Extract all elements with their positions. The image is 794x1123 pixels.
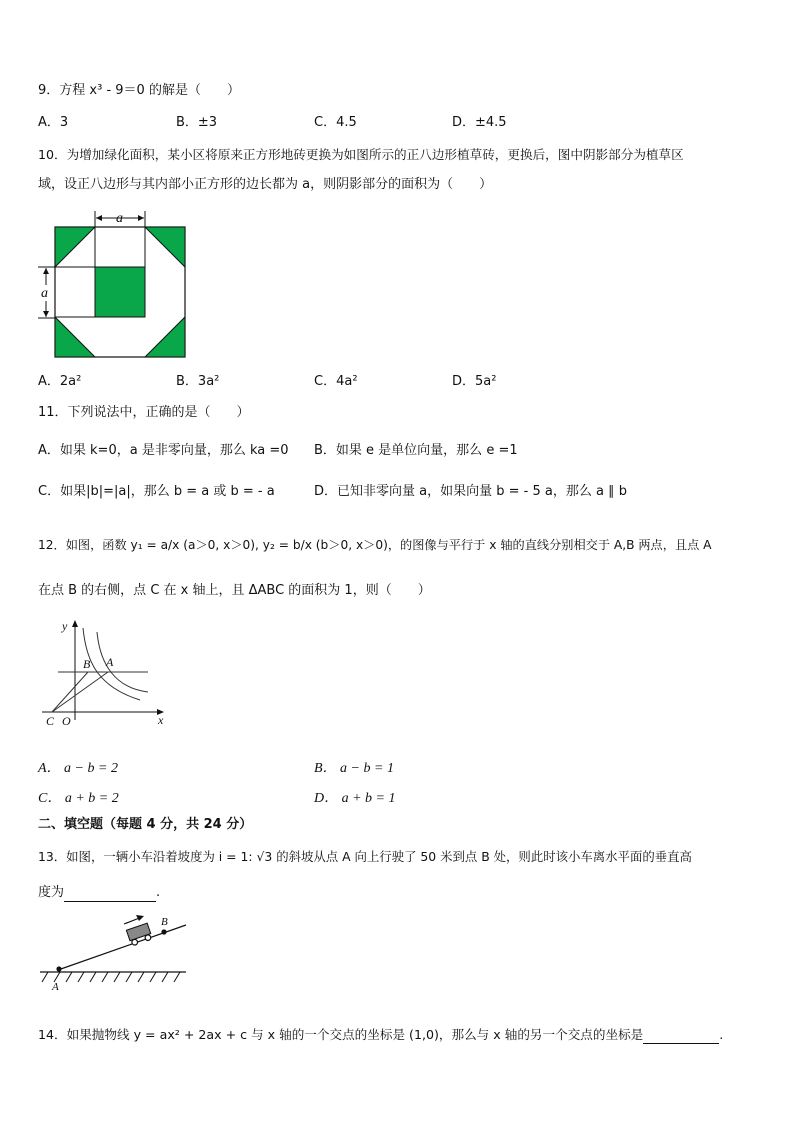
q9-option-c: C．4.5: [314, 115, 357, 130]
x-axis-label: x: [158, 713, 164, 727]
segment-ca: [52, 672, 108, 712]
q13-line2-suffix: .: [156, 885, 161, 900]
q12-stem-line1: 12．如图，函数 y₁ = a/x (a＞0, x＞0), y₂ = b/x (b＞0, x＞0)，的图像与平行于 x 轴的直线分别相交于 A,B 两点，且点 A: [38, 538, 712, 552]
point-b: [161, 929, 166, 934]
q11-option-c: C．如果|b|=|a|，那么 b = a 或 b = - a: [38, 484, 275, 499]
q9-stem: 9．方程 x³ - 9＝0 的解是（ ）: [38, 83, 240, 98]
q14-stem: [38, 1026, 723, 1044]
q10-stem-line2: 域，设正八边形与其内部小正方形的边长都为 a，则阴影部分的面积为（ ）: [38, 177, 493, 192]
q9-option-d: D．±4.5: [452, 115, 507, 130]
q13-line2-prefix: 度为: [38, 885, 65, 900]
y-axis-arrow: [72, 620, 78, 627]
q14-answer-blank[interactable]: [643, 1029, 719, 1044]
q12-option-b: [314, 760, 394, 778]
q12-option-c: [38, 790, 119, 808]
point-a-label: A: [106, 655, 114, 669]
q13-stem-line1: 13．如图，一辆小车沿着坡度为 i = 1: √3 的斜坡从点 A 向上行驶了 50 米到点 B 处，则此时该小车离水平面的垂直高: [38, 849, 692, 864]
q14-suffix: .: [719, 1027, 724, 1042]
y-axis-label: y: [62, 619, 68, 633]
origin-label: O: [62, 714, 71, 728]
q10-option-c: C．4a²: [314, 374, 358, 389]
q14-prefix: 14．如果抛物线 y = ax² + 2ax + c 与 x 轴的一个交点的坐标是 (1,0)，那么与 x 轴的另一个交点的坐标是: [38, 1027, 644, 1042]
point-c-label: C: [46, 714, 55, 728]
q13-answer-blank[interactable]: [64, 887, 156, 902]
inner-square: [95, 267, 145, 317]
q12-function-graph: [40, 614, 170, 730]
point-a: [56, 966, 61, 971]
dim-left-label: a: [41, 286, 48, 301]
dim-top-label: a: [116, 211, 123, 226]
octagon-tile-figure: [34, 205, 194, 361]
q12-option-a: [38, 760, 118, 778]
motion-arrow-head: [136, 915, 144, 921]
q12-option-c-text: C． a + b = 2: [38, 791, 119, 806]
q10-option-d: D．5a²: [452, 374, 497, 389]
q12-option-d: [314, 790, 396, 808]
q11-option-a: A．如果 k=0，a 是非零向量，那么 ka =0: [38, 443, 289, 458]
section-fill-in-title: 二、填空题（每题 4 分，共 24 分）: [38, 817, 253, 832]
q13-slope-figure: [38, 912, 190, 994]
q10-stem-line1: 10．为增加绿化面积，某小区将原来正方形地砖更换为如图所示的正八边形植草砖，更换后，图中阴影部分为植草区: [38, 147, 684, 162]
q12-option-a-text: A． a − b = 2: [38, 761, 118, 776]
segment-cb: [52, 672, 88, 712]
q13-stem-line2: [38, 884, 160, 902]
q10-option-b: B．3a²: [176, 374, 220, 389]
q12-stem-line2: 在点 B 的右侧，点 C 在 x 轴上，且 ΔABC 的面积为 1，则（ ）: [38, 583, 431, 598]
point-a-label: A: [52, 981, 59, 993]
q11-option-d: D．已知非零向量 a，如果向量 b = - 5 a，那么 a ∥ b: [314, 484, 627, 499]
q9-option-a: A．3: [38, 115, 69, 130]
q9-option-b: B．±3: [176, 115, 218, 130]
q11-option-b: B．如果 e 是单位向量，那么 e =1: [314, 443, 518, 458]
point-b-label: B: [161, 916, 168, 928]
q10-option-a: A．2a²: [38, 374, 82, 389]
slope-line: [58, 925, 186, 970]
cart-icon: [126, 923, 152, 946]
q12-option-b-text: B． a − b = 1: [314, 761, 394, 776]
q12-option-d-text: D． a + b = 1: [314, 791, 396, 806]
q11-stem: 11．下列说法中，正确的是（ ）: [38, 405, 250, 420]
point-b-label: B: [83, 657, 91, 671]
curve-y1: [97, 632, 148, 692]
ground-hatching: [42, 972, 180, 982]
